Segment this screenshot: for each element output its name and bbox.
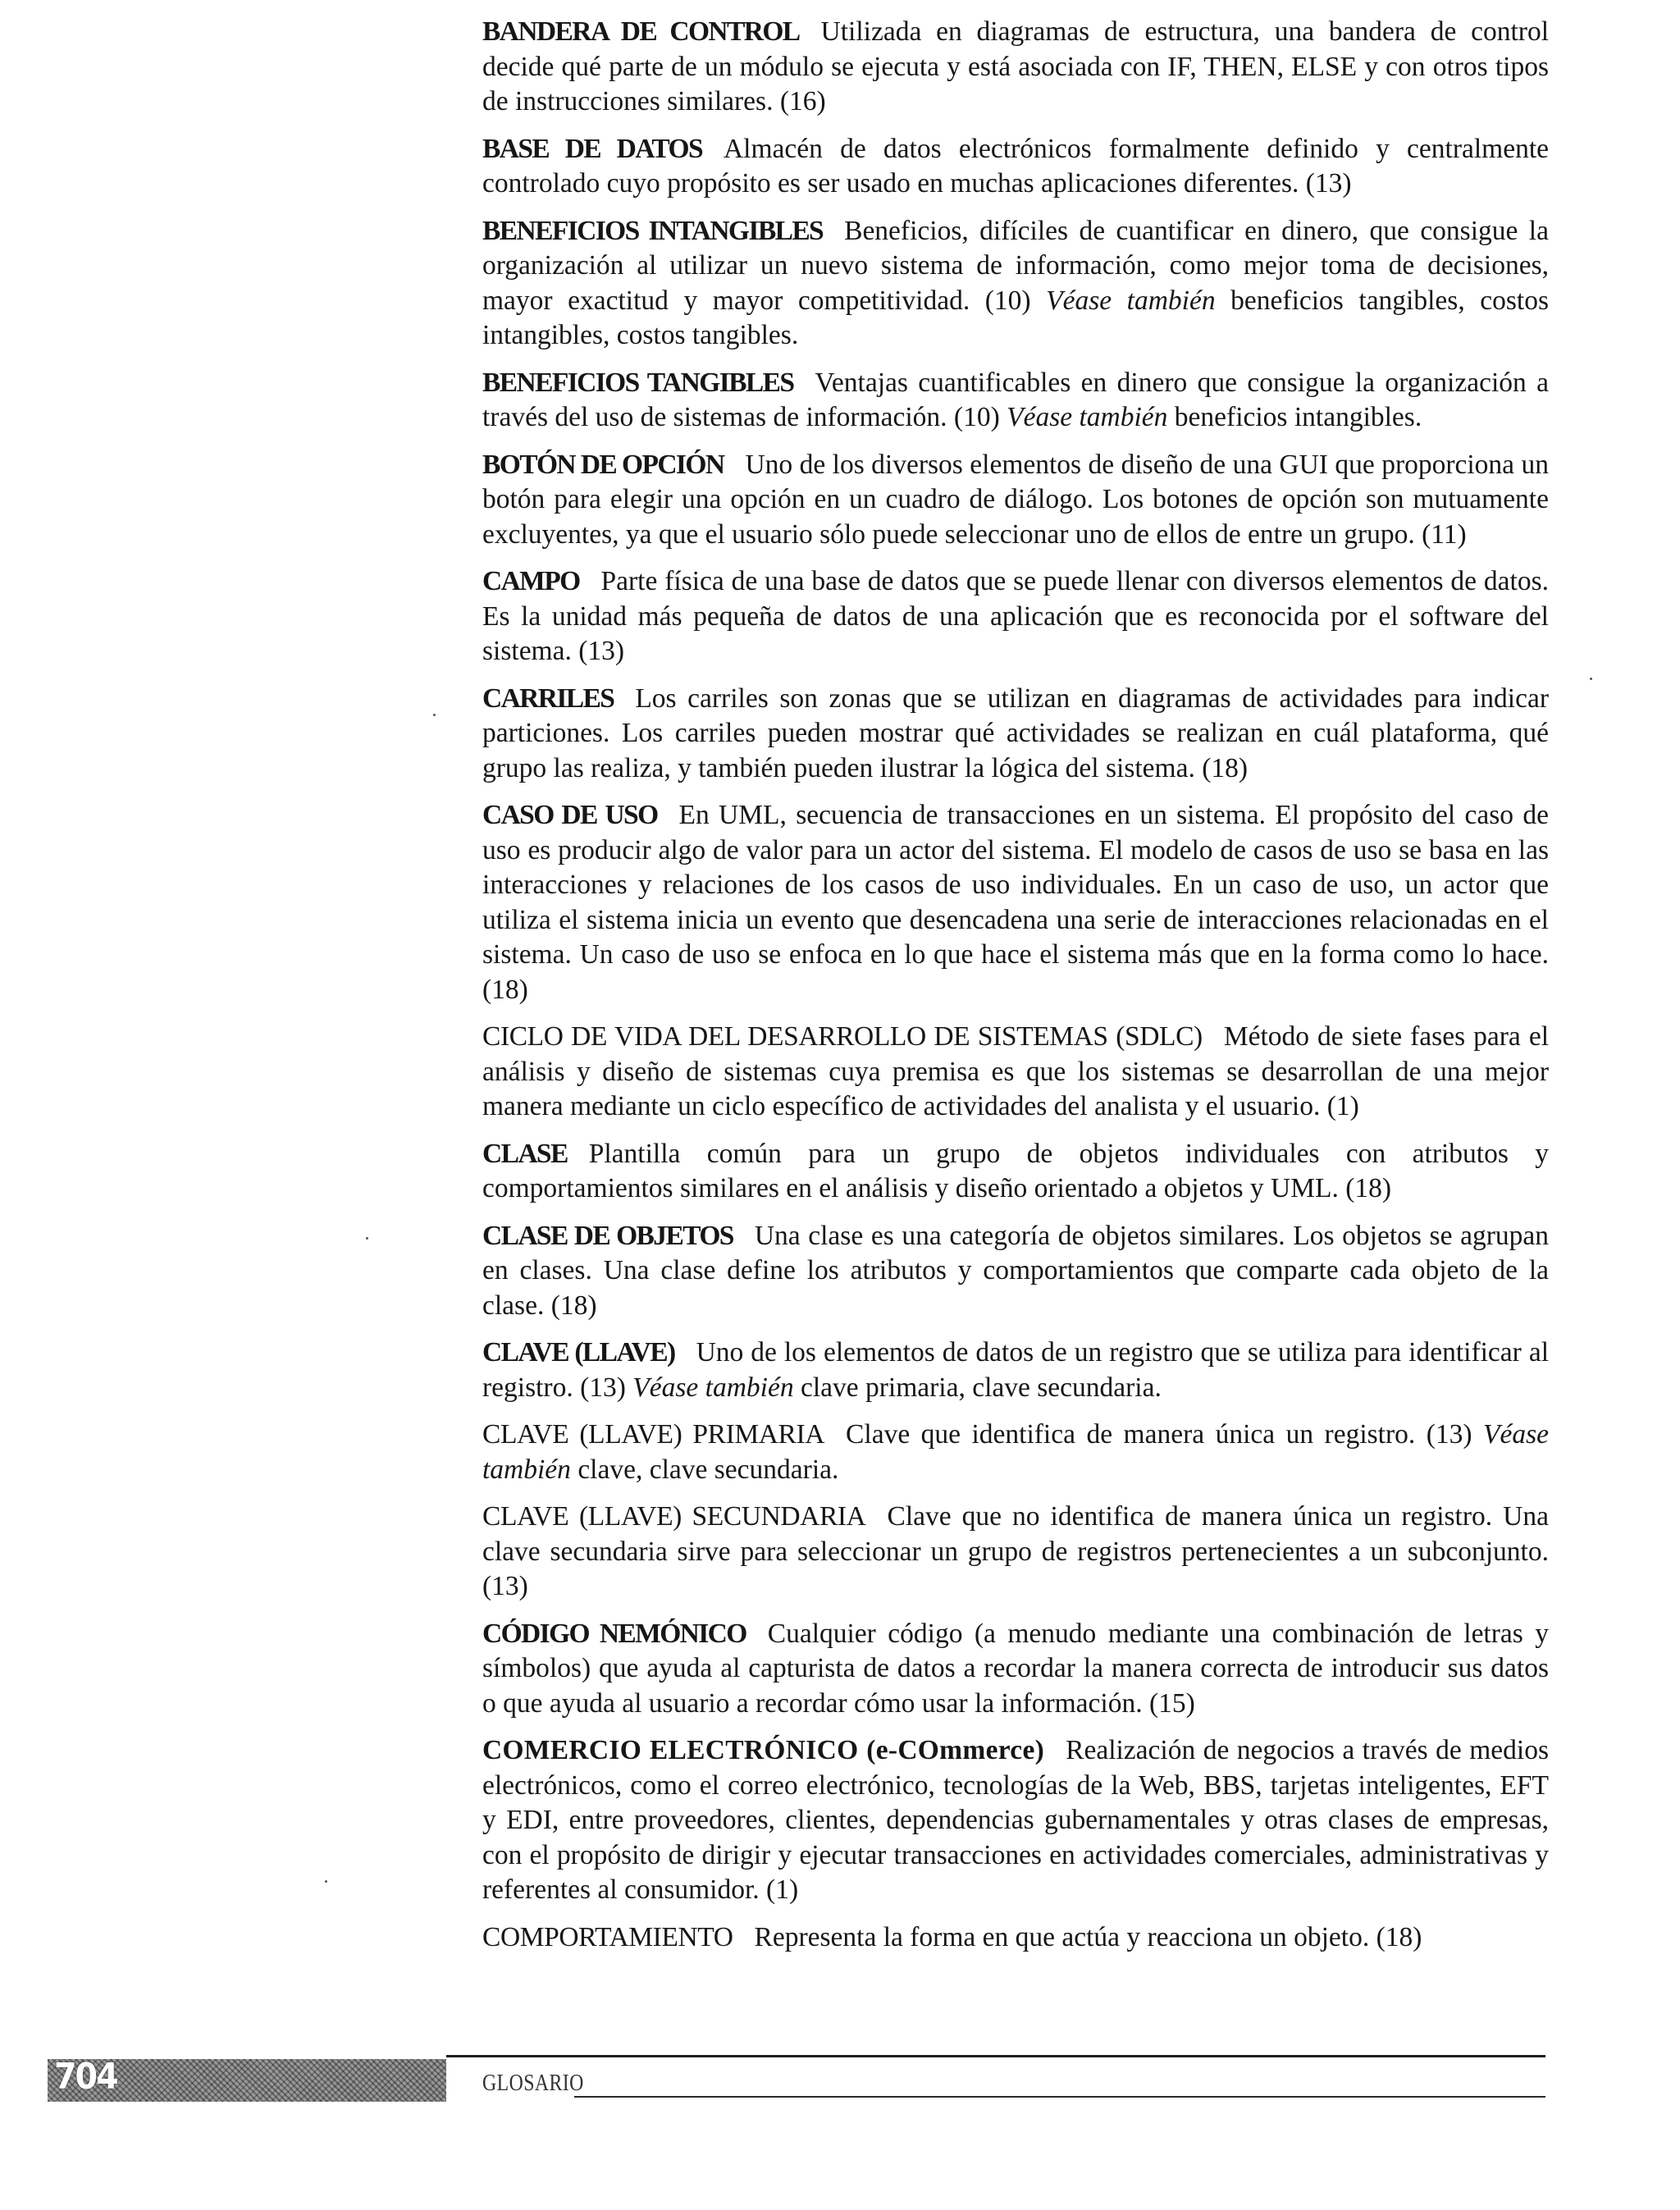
entry-term: BENEFICIOS INTANGIBLES	[482, 215, 824, 246]
entry-term: CLAVE (LLAVE) PRIMARIA	[482, 1419, 825, 1450]
scan-speck	[366, 1237, 368, 1240]
entry-definition: Los carriles son zonas que se utilizan en diagramas de actividades para indicar particiones. Los carriles pueden mostrar qué actividades se realizan en cuál plataforma, qué grupo las realiza, y también pueden ilustrar la lógica del sistema. (18)	[482, 683, 1549, 783]
glossary-entry	[482, 132, 1549, 202]
entry-definition: Parte física de una base de datos que se puede llenar con diversos elementos de datos. Es la unidad más pequeña de datos de una aplicación que es reconocida por el software del sistema. (13)	[482, 566, 1549, 666]
entry-term: CICLO DE VIDA DEL DESARROLLO DE SISTEMAS (SDLC)	[482, 1021, 1203, 1052]
glossary-entry	[482, 564, 1549, 669]
entry-term: COMPORTAMIENTO	[482, 1921, 733, 1952]
glossary-entry	[482, 1617, 1549, 1722]
entry-definition: Uno de los elementos de datos de un registro que se utiliza para identificar al registro. (13)	[482, 1337, 1549, 1403]
section-label: GLOSARIO	[482, 2071, 584, 2096]
entry-definition: Beneficios, difíciles de cuantificar en dinero, que consigue la organización al utilizar un nuevo sistema de información, como mejor toma de decisiones, mayor exactitud y mayor competitividad. (10)	[482, 215, 1549, 316]
entry-term: CÓDIGO NEMÓNICO	[482, 1618, 746, 1649]
entry-term: BASE DE DATOS	[482, 133, 702, 164]
entry-term: CARRILES	[482, 683, 614, 714]
entry-term: COMERCIO ELECTRÓNICO (e-COmmerce)	[482, 1735, 1045, 1765]
entry-term: CLAVE (LLAVE)	[482, 1337, 675, 1368]
scan-speck	[325, 1880, 327, 1883]
footer-rule	[446, 2055, 1545, 2057]
see-also-label: Véase también	[1007, 402, 1168, 432]
entry-definition: Cualquier código (a menudo mediante una combinación de letras y símbolos) que ayuda al capturista de datos a recordar la manera correcta de introducir sus datos o que ayuda al usuario a recordar cómo usar la información. (15)	[482, 1618, 1549, 1719]
see-also-label: Véase también	[1046, 285, 1216, 316]
see-also-label: Véase también	[482, 1419, 1549, 1485]
entry-term: BENEFICIOS TANGIBLES	[482, 367, 794, 398]
entry-definition: Uno de los diversos elementos de diseño de una GUI que proporciona un botón para elegir una opción en un cuadro de diálogo. Los botones de opción son mutuamente excluyentes, ya que el usuario sólo puede seleccionar uno de ellos de entre un grupo. (11)	[482, 449, 1549, 550]
footer-rule-lower	[574, 2096, 1545, 2098]
glossary-entry	[482, 1336, 1549, 1405]
page-number: 704	[54, 2056, 117, 2098]
entry-definition: Clave que identifica de manera única un registro. (13)	[846, 1419, 1472, 1450]
entry-definition: Almacén de datos electrónicos formalmente definido y centralmente controlado cuyo propósito es ser usado en muchas aplicaciones diferentes. (13)	[482, 133, 1549, 199]
glossary-entry	[482, 448, 1549, 553]
entry-definition: Utilizada en diagramas de estructura, una bandera de control decide qué parte de un módulo se ejecuta y está asociada con IF, THEN, ELSE y con otros tipos de instrucciones similares. (16)	[482, 16, 1550, 116]
glossary-entry	[482, 1219, 1549, 1324]
entry-term: CAMPO	[482, 566, 580, 596]
see-also-terms: beneficios intangibles.	[1174, 402, 1422, 432]
see-also-terms: clave, clave secundaria.	[578, 1454, 839, 1485]
entry-definition: En UML, secuencia de transacciones en un sistema. El propósito del caso de uso es producir algo de valor para un actor del sistema. El modelo de casos de uso se basa en las interacciones y relaciones de los casos de uso individuales. En un caso de uso, un actor que utiliza el sistema inicia un evento que desencadena una serie de interacciones relacionadas en el sistema. Un caso de uso se enfoca en lo que hace el sistema más que en la forma como lo hace. (18)	[482, 800, 1549, 1005]
glossary-entry	[482, 366, 1549, 436]
entry-definition: Ventajas cuantificables en dinero que consigue la organización a través del uso de sistemas de información. (10)	[482, 367, 1550, 432]
entry-term: BOTÓN DE OPCIÓN	[482, 449, 724, 480]
entry-term: CLASE DE OBJETOS	[482, 1220, 733, 1251]
glossary-entry	[482, 682, 1549, 787]
entry-definition: Una clase es una categoría de objetos similares. Los objetos se agrupan en clases. Una clase define los atributos y comportamientos que comparte cada objeto de la clase. (18)	[482, 1220, 1549, 1321]
glossary-entry	[482, 1500, 1549, 1605]
glossary-entry	[482, 1733, 1549, 1908]
entry-term: CASO DE USO	[482, 800, 658, 830]
glossary-entry	[482, 15, 1549, 120]
entry-term: CLAVE (LLAVE) SECUNDARIA	[482, 1501, 866, 1532]
glossary-entry	[482, 1137, 1549, 1207]
glossary-entry	[482, 798, 1549, 1007]
entry-definition: Clave que no identifica de manera única un registro. Una clave secundaria sirve para seleccionar un grupo de registros pertenecientes a un subconjunto. (13)	[482, 1501, 1549, 1601]
glossary-entry	[482, 1920, 1549, 1956]
entry-definition: Plantilla común para un grupo de objetos individuales con atributos y comportamientos similares en el análisis y diseño orientado a objetos y UML. (18)	[482, 1138, 1549, 1203]
glossary-entry	[482, 214, 1549, 354]
scan-speck	[1590, 678, 1592, 680]
glossary-entry	[482, 1020, 1549, 1125]
entry-definition: Método de siete fases para el análisis y diseño de sistemas cuya premisa es que los sistemas se desarrollan de una mejor manera mediante un ciclo específico de actividades del analista y el usuario. (1)	[482, 1021, 1550, 1121]
entry-definition: Realización de negocios a través de medios electrónicos, como el correo electrónico, tecnologías de la Web, BBS, tarjetas inteligentes, EFT y EDI, entre proveedores, clientes, dependencias gubernamentales y otras clases de empresas, con el propósito de dirigir y ejecutar transacciones en actividades comerciales, administrativas y referentes al consumidor. (1)	[482, 1735, 1549, 1905]
glossary-entry	[482, 1418, 1549, 1487]
see-also-terms: beneficios tangibles, costos intangibles, costos tangibles.	[482, 285, 1550, 350]
entry-term: CLASE	[482, 1138, 568, 1169]
entry-definition: Representa la forma en que actúa y reacciona un objeto. (18)	[754, 1921, 1422, 1952]
entry-term: BANDERA DE CONTROL	[482, 16, 800, 47]
scan-speck	[433, 714, 436, 716]
glossary-list	[482, 15, 1549, 1967]
see-also-label: Véase también	[632, 1372, 794, 1403]
see-also-terms: clave primaria, clave secundaria.	[800, 1372, 1162, 1403]
